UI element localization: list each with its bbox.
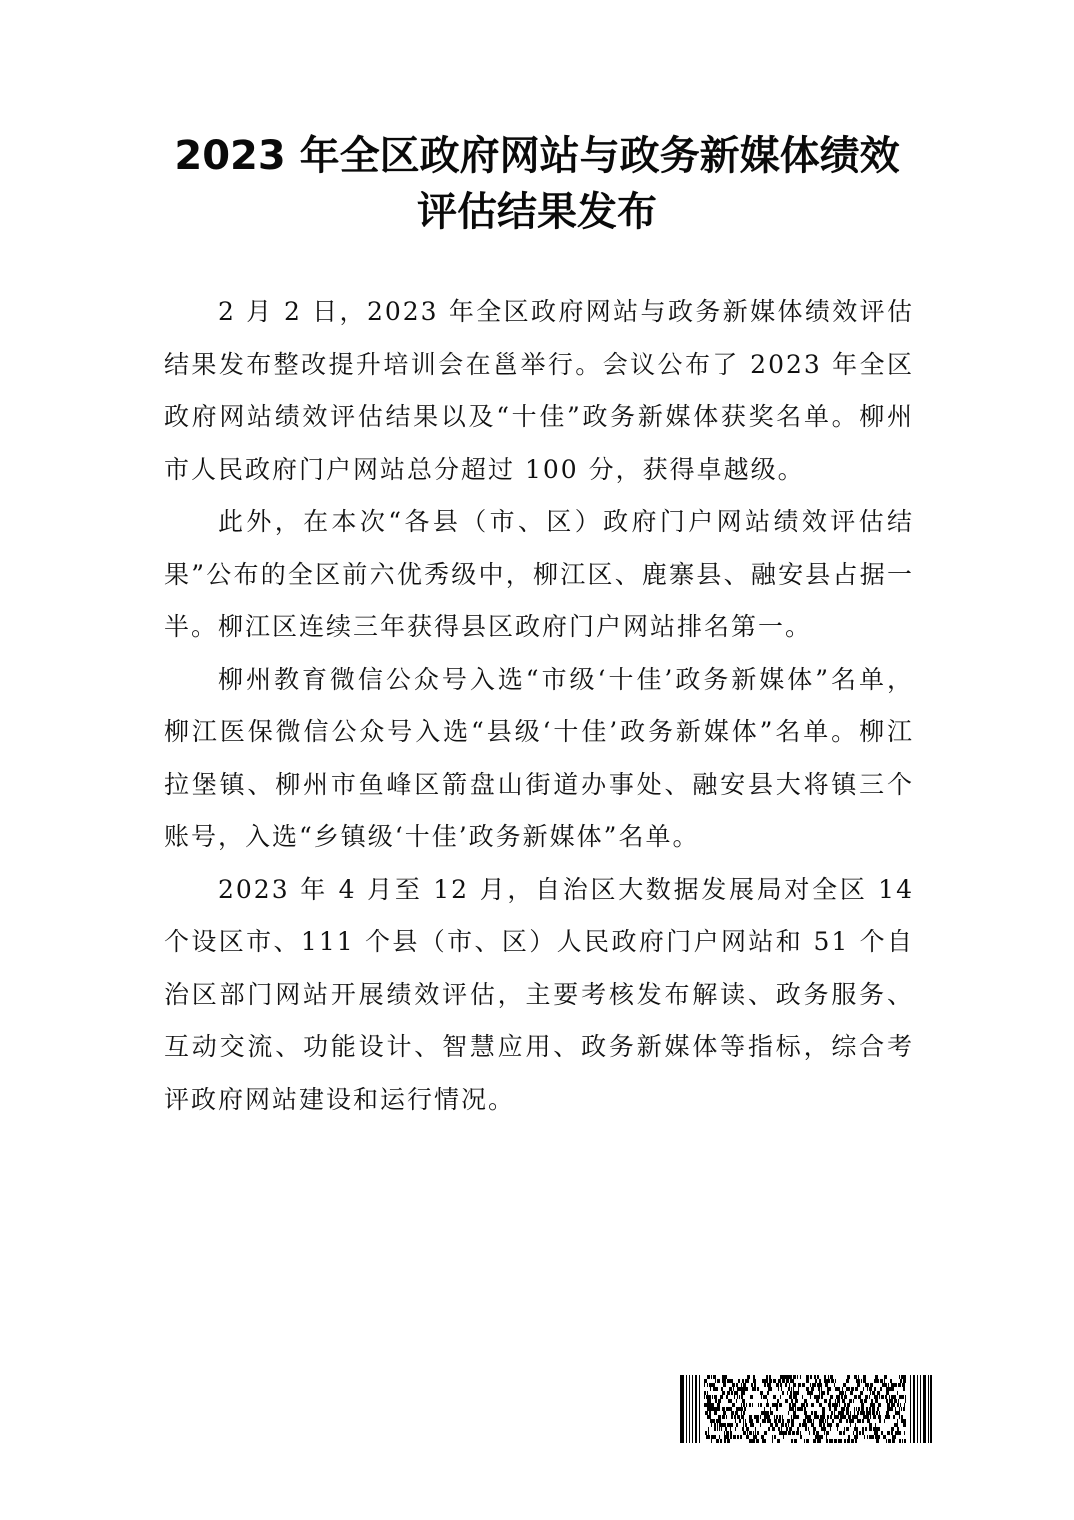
pdf417-barcode-icon — [680, 1375, 932, 1443]
document-title — [100, 128, 974, 240]
title-line-2: 评估结果发布 — [417, 189, 657, 235]
paragraph-3: 柳州教育微信公众号入选“市级‘十佳’政务新媒体”名单，柳江医保微信公众号入选“县级‘十佳’政务新媒体”名单。柳江拉堡镇、柳州市鱼峰区箭盘山街道办事处、融安县大将镇三个账号，入选“乡镇级‘十佳’政务新媒体”名单。 — [164, 664, 914, 851]
title-line-1: 2023 年全区政府网站与政务新媒体绩效 — [174, 133, 900, 179]
document-body — [164, 286, 914, 1126]
paragraph-1: 2 月 2 日，2023 年全区政府网站与政务新媒体绩效评估结果发布整改提升培训会在邕举行。会议公布了 2023 年全区政府网站绩效评估结果以及“十佳”政务新媒体获奖名单。柳州市人民政府门户网站总分超过 100 分，获得卓越级。 — [164, 297, 914, 484]
paragraph-2: 此外，在本次“各县（市、区）政府门户网站绩效评估结果”公布的全区前六优秀级中，柳江区、鹿寨县、融安县占据一半。柳江区连续三年获得县区政府门户网站排名第一。 — [164, 507, 914, 641]
paragraph-4: 2023 年 4 月至 12 月，自治区大数据发展局对全区 14 个设区市、111 个县（市、区）人民政府门户网站和 51 个自治区部门网站开展绩效评估，主要考核发布解读、政务服务、互动交流、功能设计、智慧应用、政务新媒体等指标，综合考评政府网站建设和运行情况。 — [164, 874, 914, 1114]
